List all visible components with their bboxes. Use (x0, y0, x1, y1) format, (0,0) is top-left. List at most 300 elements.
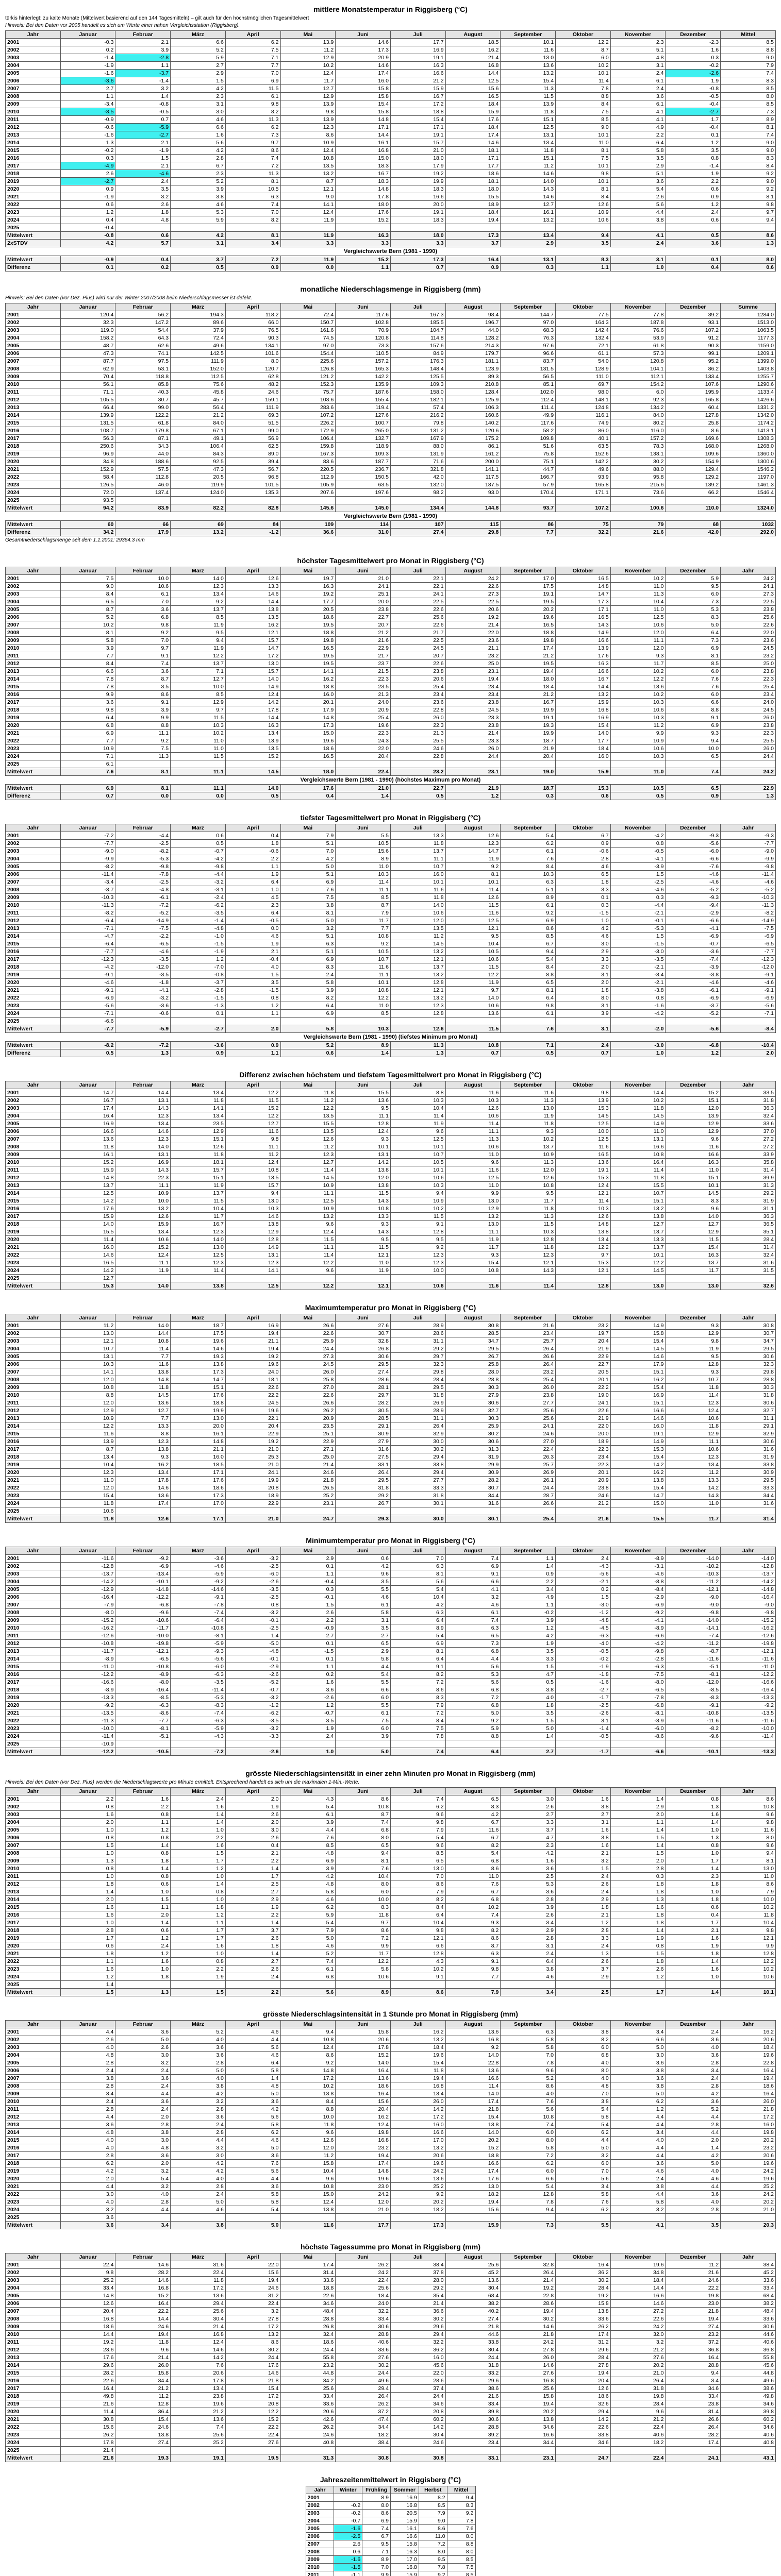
table-cell: 6.5 (666, 753, 721, 760)
table-cell: 19.6 (171, 1337, 226, 1345)
table-cell: 2.4 (556, 1873, 611, 1880)
table-cell: 14.8 (336, 185, 391, 193)
table-cell: 18.0 (390, 155, 445, 162)
table-cell: 22.4 (336, 768, 391, 776)
table-cell: -2.1 (556, 1578, 611, 1586)
table-cell: 1.6 (666, 1811, 721, 1819)
table-cell: 3.8 (610, 2067, 666, 2075)
table-cell: 16.8 (336, 147, 391, 155)
header-month: Juli (390, 31, 445, 39)
table-cell: 38.4 (336, 2439, 391, 2447)
table-cell: -5.6 (666, 1025, 721, 1033)
table-cell: 22.0 (556, 1422, 611, 1430)
table-cell: 19.4 (501, 2308, 556, 2315)
row-year: 2016 (6, 1205, 61, 1213)
table-cell: 6.1 (115, 590, 171, 598)
table-cell: -9.4 (666, 902, 721, 909)
table-cell: -8.5 (115, 1694, 171, 1702)
table-cell: -16.4 (721, 1686, 776, 1694)
table-cell: 16.4 (60, 1112, 115, 1120)
section-title: Maximumtemperatur pro Monat in Riggisberg (°C) (305, 1303, 476, 1312)
table-cell: 31.4 (721, 1244, 776, 1251)
table-cell: 12.3 (501, 1251, 556, 1259)
table-cell: 47.3 (60, 350, 115, 358)
table-cell: -0.5 (666, 93, 721, 100)
table-cell: 13.2 (280, 1213, 336, 1221)
table-cell: 6.3 (445, 1624, 501, 1632)
table-row (6, 1981, 776, 1989)
table-cell: 11.0 (171, 737, 226, 745)
table-cell: 7.5 (556, 155, 611, 162)
table-cell: 142.2 (336, 373, 391, 381)
table-cell: 14.4 (225, 598, 280, 606)
table-cell: 11.0 (666, 1500, 721, 1507)
table-cell: 225.6 (280, 358, 336, 365)
row-year: 2011 (6, 652, 61, 660)
table-cell: 63.5 (336, 481, 391, 489)
table-cell: 8.3 (336, 1904, 391, 1911)
table-cell: 13.0 (445, 1221, 501, 1228)
header-month: Januar (60, 2253, 115, 2261)
table-row (6, 621, 776, 629)
table-row (6, 1438, 776, 1446)
table-cell: 19.2 (390, 170, 445, 178)
table-cell: 12.2 (610, 675, 666, 683)
table-cell: 9.8 (390, 1819, 445, 1826)
table-cell: 11.2 (280, 1097, 336, 1105)
table-cell: 12.6 (390, 1025, 445, 1033)
table-cell: 2.1 (556, 1911, 611, 1919)
table-cell: 12.0 (280, 2144, 336, 2152)
table-cell: 8.5 (447, 2556, 475, 2564)
table-cell: 16.5 (556, 1151, 611, 1159)
table-cell: 3.2 (610, 2206, 666, 2214)
table-cell: 4.0 (501, 1694, 556, 1702)
table-cell: -12.8 (60, 1563, 115, 1570)
table-cell: 2.1 (666, 1927, 721, 1935)
table-cell: 25.2 (390, 2183, 445, 2191)
table-cell: 23.5 (280, 1422, 336, 1430)
row-year: 2018 (6, 170, 61, 178)
row-year: 2004 (6, 2284, 61, 2292)
table-row (6, 2393, 776, 2400)
table-cell: 6.8 (445, 1896, 501, 1904)
table-cell: 30.2 (390, 2315, 445, 2323)
table-cell: 8.3 (280, 963, 336, 971)
table-row (6, 155, 776, 162)
table-cell: -2.2 (115, 933, 171, 940)
table-cell: -8.0 (60, 1609, 115, 1617)
table-cell: 142.4 (556, 327, 611, 334)
table-row (6, 1725, 776, 1733)
table-cell: 8.6 (666, 427, 721, 435)
table-row (6, 1112, 776, 1120)
table-cell (666, 1740, 721, 1748)
table-cell: 23.5 (336, 683, 391, 691)
table-row (6, 1850, 776, 1857)
table-cell: 82.2 (171, 504, 226, 512)
table-cell: -11.0 (60, 1663, 115, 1671)
table-cell: 6.3 (501, 2028, 556, 2036)
table-cell: 11.5 (445, 963, 501, 971)
table-cell: 220.5 (280, 466, 336, 473)
table-cell: 29.1 (336, 1422, 391, 1430)
table-cell: 25.9 (445, 1422, 501, 1430)
table-cell: 1.0 (115, 1965, 171, 1973)
table-cell: 12.9 (171, 699, 226, 706)
table-cell: 15.6 (445, 2206, 501, 2214)
table-cell: 21.8 (721, 2106, 776, 2113)
header-row (6, 824, 776, 832)
table-cell: 40.2 (445, 2308, 501, 2315)
table-cell: -9.1 (721, 971, 776, 979)
table-row (6, 1415, 776, 1422)
table-cell: 2.0 (610, 1857, 666, 1865)
table-cell: 8.1 (721, 193, 776, 201)
table-cell: 7.9 (390, 1888, 445, 1896)
row-year: 2025 (6, 1981, 61, 1989)
table-cell: -3.6 (666, 948, 721, 956)
table-cell: 4.0 (60, 2144, 115, 2152)
table-cell: -2.1 (610, 909, 666, 917)
table-cell: 0.6 (280, 1049, 336, 1057)
table-cell: -5.2 (666, 1010, 721, 1018)
table-cell: 9.5 (666, 1353, 721, 1361)
table-cell: 0.1 (280, 1655, 336, 1663)
table-cell: -0.9 (280, 1624, 336, 1632)
table-cell: 10.5 (445, 948, 501, 956)
table-cell: 16.4 (556, 2261, 611, 2269)
row-label: Mittelwert (6, 1748, 61, 1756)
table-cell: 33.6 (556, 2315, 611, 2323)
table-cell: 9.8 (556, 170, 611, 178)
table-cell: 11.2 (280, 1143, 336, 1151)
table-cell: 12.9 (280, 54, 336, 62)
table-cell: 2.4 (666, 2028, 721, 2036)
table-cell: 13.6 (336, 1097, 391, 1105)
table-cell: 22.6 (390, 660, 445, 668)
table-cell: 1.5 (610, 1850, 666, 1857)
table-cell: 6.9 (445, 1563, 501, 1570)
table-cell: 1.9 (171, 1973, 226, 1981)
header-total: Summe (721, 303, 776, 311)
table-cell: 11.9 (280, 232, 336, 240)
table-cell: 16.6 (610, 1143, 666, 1151)
table-cell: 1.8 (115, 1973, 171, 1981)
table-cell: 9.6 (445, 1159, 501, 1166)
table-cell: 160.6 (445, 412, 501, 419)
table-cell: 5.5 (336, 1586, 391, 1594)
table-cell: 23.4 (721, 691, 776, 699)
table-cell: 12.3 (115, 1136, 171, 1143)
table-row (6, 2308, 776, 2315)
table-cell: 16.3 (390, 2548, 419, 2556)
table-cell: 13.0 (60, 1330, 115, 1337)
table-cell (666, 1507, 721, 1515)
table-cell: 36.6 (390, 2308, 445, 2315)
table-row (6, 1267, 776, 1275)
table-cell: 11.4 (445, 2082, 501, 2090)
table-row (6, 832, 776, 840)
table-cell: 4.2 (171, 2160, 226, 2167)
row-year: 2005 (6, 863, 61, 871)
table-cell: 32.9 (390, 1430, 445, 1438)
table-cell: 2.7 (280, 1632, 336, 1640)
table-cell: 9.3 (445, 1251, 501, 1259)
row-year: 2014 (6, 675, 61, 683)
row-year: 2018 (6, 1686, 61, 1694)
table-cell: 3.0 (501, 1795, 556, 1803)
table-cell: 24.6 (666, 2277, 721, 2284)
table-cell: 12.8 (390, 1010, 445, 1018)
table-cell: 12.2 (445, 971, 501, 979)
table-cell: 9.5 (336, 1105, 391, 1112)
table-cell: 7.4 (171, 2424, 226, 2431)
table-cell: 9.3 (666, 1368, 721, 1376)
table-cell: 31.5 (721, 1267, 776, 1275)
table-cell: 185.5 (390, 319, 445, 327)
table-cell: 18.2 (390, 2206, 445, 2214)
table-cell: 16.8 (115, 2284, 171, 2292)
table-cell: 19.9 (171, 1407, 226, 1415)
table-row (6, 54, 776, 62)
section-note: Hinweis: Bei den Daten (vor Dez. Plus) wird nur der Winter 2007/2008 beim Niederschlagsmesser ist defekt. (5, 295, 253, 301)
table-cell: 10.3 (390, 1182, 445, 1190)
table-cell: 22.3 (721, 675, 776, 683)
table-cell: 18.1 (225, 1376, 280, 1384)
table-cell: 214.3 (445, 342, 501, 350)
table-cell (666, 760, 721, 768)
table-cell: 14.6 (610, 1353, 666, 1361)
table-cell: 45.6 (721, 2362, 776, 2369)
table-cell: 5.1 (280, 933, 336, 940)
table-cell: 9.8 (721, 1927, 776, 1935)
table-cell: 4.0 (225, 963, 280, 971)
table-cell: 4.6 (280, 1942, 336, 1950)
row-year: 2018 (6, 963, 61, 971)
table-cell: 13.8 (115, 2431, 171, 2439)
table-cell: 31.1 (390, 1337, 445, 1345)
table-cell: 32.9 (721, 1430, 776, 1438)
table-row (6, 1500, 776, 1507)
table-cell: -4.4 (171, 871, 226, 878)
table-cell: -8.9 (610, 1555, 666, 1563)
table-cell: 12.5 (501, 124, 556, 131)
table-cell: 2.4 (115, 178, 171, 185)
table-cell: 22.3 (556, 1461, 611, 1469)
table-cell: 3.9 (115, 46, 171, 54)
table-cell: 0.2 (280, 1671, 336, 1679)
table-cell: 10.3 (336, 1025, 391, 1033)
table-cell: 39.8 (721, 2408, 776, 2416)
table-cell: 1.1 (501, 1555, 556, 1563)
table-row (6, 131, 776, 139)
row-year: 2003 (6, 1811, 61, 1819)
table-cell: 17.9 (610, 1361, 666, 1368)
table-cell: 3.9 (336, 1733, 391, 1740)
table-cell: -14.8 (115, 1586, 171, 1594)
row-year: 2006 (6, 77, 61, 85)
table-cell: 25.0 (280, 1453, 336, 1461)
table-cell: 10.3 (336, 871, 391, 878)
table-cell: 5.2 (280, 1950, 336, 1958)
table-cell: 25.4 (501, 1376, 556, 1384)
table-cell: 19.6 (721, 2160, 776, 2167)
table-cell: -6.9 (60, 994, 115, 1002)
table-cell: 8.4 (556, 100, 611, 108)
table-cell: 13.3 (610, 1236, 666, 1244)
header-month: Mai (280, 567, 336, 575)
row-year: 2003 (6, 1337, 61, 1345)
table-cell: 11.4 (171, 1267, 226, 1275)
table-cell: -6.3 (115, 1702, 171, 1709)
table-cell: 6.8 (445, 1702, 501, 1709)
section-title: Minimumtemperatur pro Monat in Riggisberg (°C) (306, 1536, 475, 1545)
table-cell: -5.6 (171, 1655, 226, 1663)
table-cell: 22.3 (336, 730, 391, 737)
table-cell: -4.6 (721, 878, 776, 886)
table-cell: 14.6 (501, 2362, 556, 2369)
table-cell: 176.3 (390, 358, 445, 365)
table-cell: 9.8 (115, 621, 171, 629)
table-cell: 2.8 (60, 2152, 115, 2160)
table-cell: 11.3 (501, 85, 556, 93)
table-cell: 12.2 (60, 1422, 115, 1430)
table-cell: 15.1 (171, 1174, 226, 1182)
table-row (6, 2137, 776, 2144)
table-cell: 14.2 (610, 1461, 666, 1469)
table-cell: 2.4 (171, 2121, 226, 2129)
table-cell: 6.6 (171, 124, 226, 131)
table-cell: 13.8 (280, 2206, 336, 2214)
table-cell: 22.0 (336, 745, 391, 753)
table-cell: -0.2 (501, 1609, 556, 1617)
table-cell: 14.1 (171, 1105, 226, 1112)
table-cell: -6.6 (60, 1018, 115, 1025)
table-cell: 4.4 (666, 2129, 721, 2137)
table-cell: 31.1 (721, 1205, 776, 1213)
table-cell: 197.6 (336, 489, 391, 497)
table-cell: -10.2 (666, 1563, 721, 1570)
table-cell: 20.1 (280, 699, 336, 706)
table-cell: 10.4 (390, 1594, 445, 1601)
table-cell: -14.1 (666, 1624, 721, 1632)
table-cell: 3.9 (115, 706, 171, 714)
table-cell: 21.2 (390, 77, 445, 85)
table-cell: 7.9 (390, 1826, 445, 1834)
table-cell (171, 2214, 226, 2222)
table-cell: 15.3 (556, 1174, 611, 1182)
table-cell: 27.2 (721, 1143, 776, 1151)
table-cell (501, 1981, 556, 1989)
row-year: 2001 (6, 2261, 61, 2269)
table-cell: 12.6 (115, 1213, 171, 1221)
header-month: Mai (280, 2021, 336, 2028)
row-year: 2003 (306, 2510, 334, 2517)
table-cell: 0.6 (556, 792, 611, 800)
table-cell: -1.5 (556, 909, 611, 917)
table-cell: 6.9 (60, 785, 115, 792)
table-cell: 12.4 (280, 2198, 336, 2206)
table-cell: 1.5 (171, 1989, 226, 1996)
table-cell: 23.3 (445, 714, 501, 722)
table-cell: 14.5 (115, 1392, 171, 1399)
table-cell: 24.1 (666, 2454, 721, 2462)
table-cell: 11.1 (445, 1228, 501, 1236)
header-month: Januar (60, 567, 115, 575)
table-cell: 10.8 (336, 1803, 391, 1811)
table-cell: 12.4 (556, 1182, 611, 1190)
table-cell: 11.0 (336, 1259, 391, 1267)
row-year: 2003 (6, 327, 61, 334)
table-cell: 10.0 (721, 1896, 776, 1904)
table-cell: 32.3 (60, 319, 115, 327)
table-cell: 29.6 (556, 2346, 611, 2354)
table-cell: 49.1 (171, 435, 226, 443)
table-cell: 6.4 (280, 1002, 336, 1010)
table-cell: 0.3 (666, 54, 721, 62)
table-cell: 6.1 (336, 1601, 391, 1609)
table-cell: 12.8 (501, 1236, 556, 1244)
table-cell: 45.8 (171, 388, 226, 396)
table-cell: 13.2 (390, 994, 445, 1002)
table-cell: 1.4 (115, 93, 171, 100)
table-cell: 25.6 (501, 2385, 556, 2393)
header-month: Juni (336, 567, 391, 575)
table-cell: 10.7 (390, 1151, 445, 1159)
table-cell: 28.8 (445, 1376, 501, 1384)
table-cell: 2.8 (171, 2059, 226, 2067)
table-row (6, 2183, 776, 2191)
table-cell: 85.8 (115, 381, 171, 388)
table-cell: 55.8 (721, 2354, 776, 2362)
table-cell: 34.6 (721, 2424, 776, 2431)
table-cell: 1290.6 (721, 381, 776, 388)
table-cell: 8.5 (390, 1850, 445, 1857)
table-cell: -12.0 (115, 963, 171, 971)
header-month: Oktober (556, 2021, 611, 2028)
table-cell: 137.4 (115, 489, 171, 497)
table-cell: 16.2 (445, 46, 501, 54)
table-cell: 14.1 (60, 1368, 115, 1376)
table-cell: 10.9 (610, 737, 666, 745)
table-cell: 27.3 (280, 1353, 336, 1361)
table-cell: 10.6 (666, 1446, 721, 1453)
table-cell: 7.1 (501, 1042, 556, 1049)
table-cell: 15.1 (501, 155, 556, 162)
table-cell: 33.6 (280, 2277, 336, 2284)
table-cell: 9.6 (721, 1842, 776, 1850)
table-cell: 20.9 (336, 54, 391, 62)
table-cell: 9.2 (445, 863, 501, 871)
table-cell: 16.8 (336, 2137, 391, 2144)
table-cell (610, 497, 666, 504)
table-cell: 105.9 (280, 481, 336, 489)
table-cell: 5.0 (556, 2144, 611, 2152)
row-label: Differenz (6, 792, 61, 800)
table-cell: 33.6 (336, 2346, 391, 2354)
header-month: August (445, 1547, 501, 1555)
table-cell: 5.0 (445, 1709, 501, 1717)
table-cell: 18.6 (721, 2082, 776, 2090)
table-cell (336, 2214, 391, 2222)
table-cell: 10.8 (280, 2183, 336, 2191)
table-cell: 84.9 (390, 350, 445, 358)
table-cell: 9.2 (390, 2191, 445, 2198)
table-cell: 13.9 (280, 116, 336, 124)
table-cell: 21.6 (501, 1322, 556, 1330)
table-cell: -11.3 (721, 902, 776, 909)
